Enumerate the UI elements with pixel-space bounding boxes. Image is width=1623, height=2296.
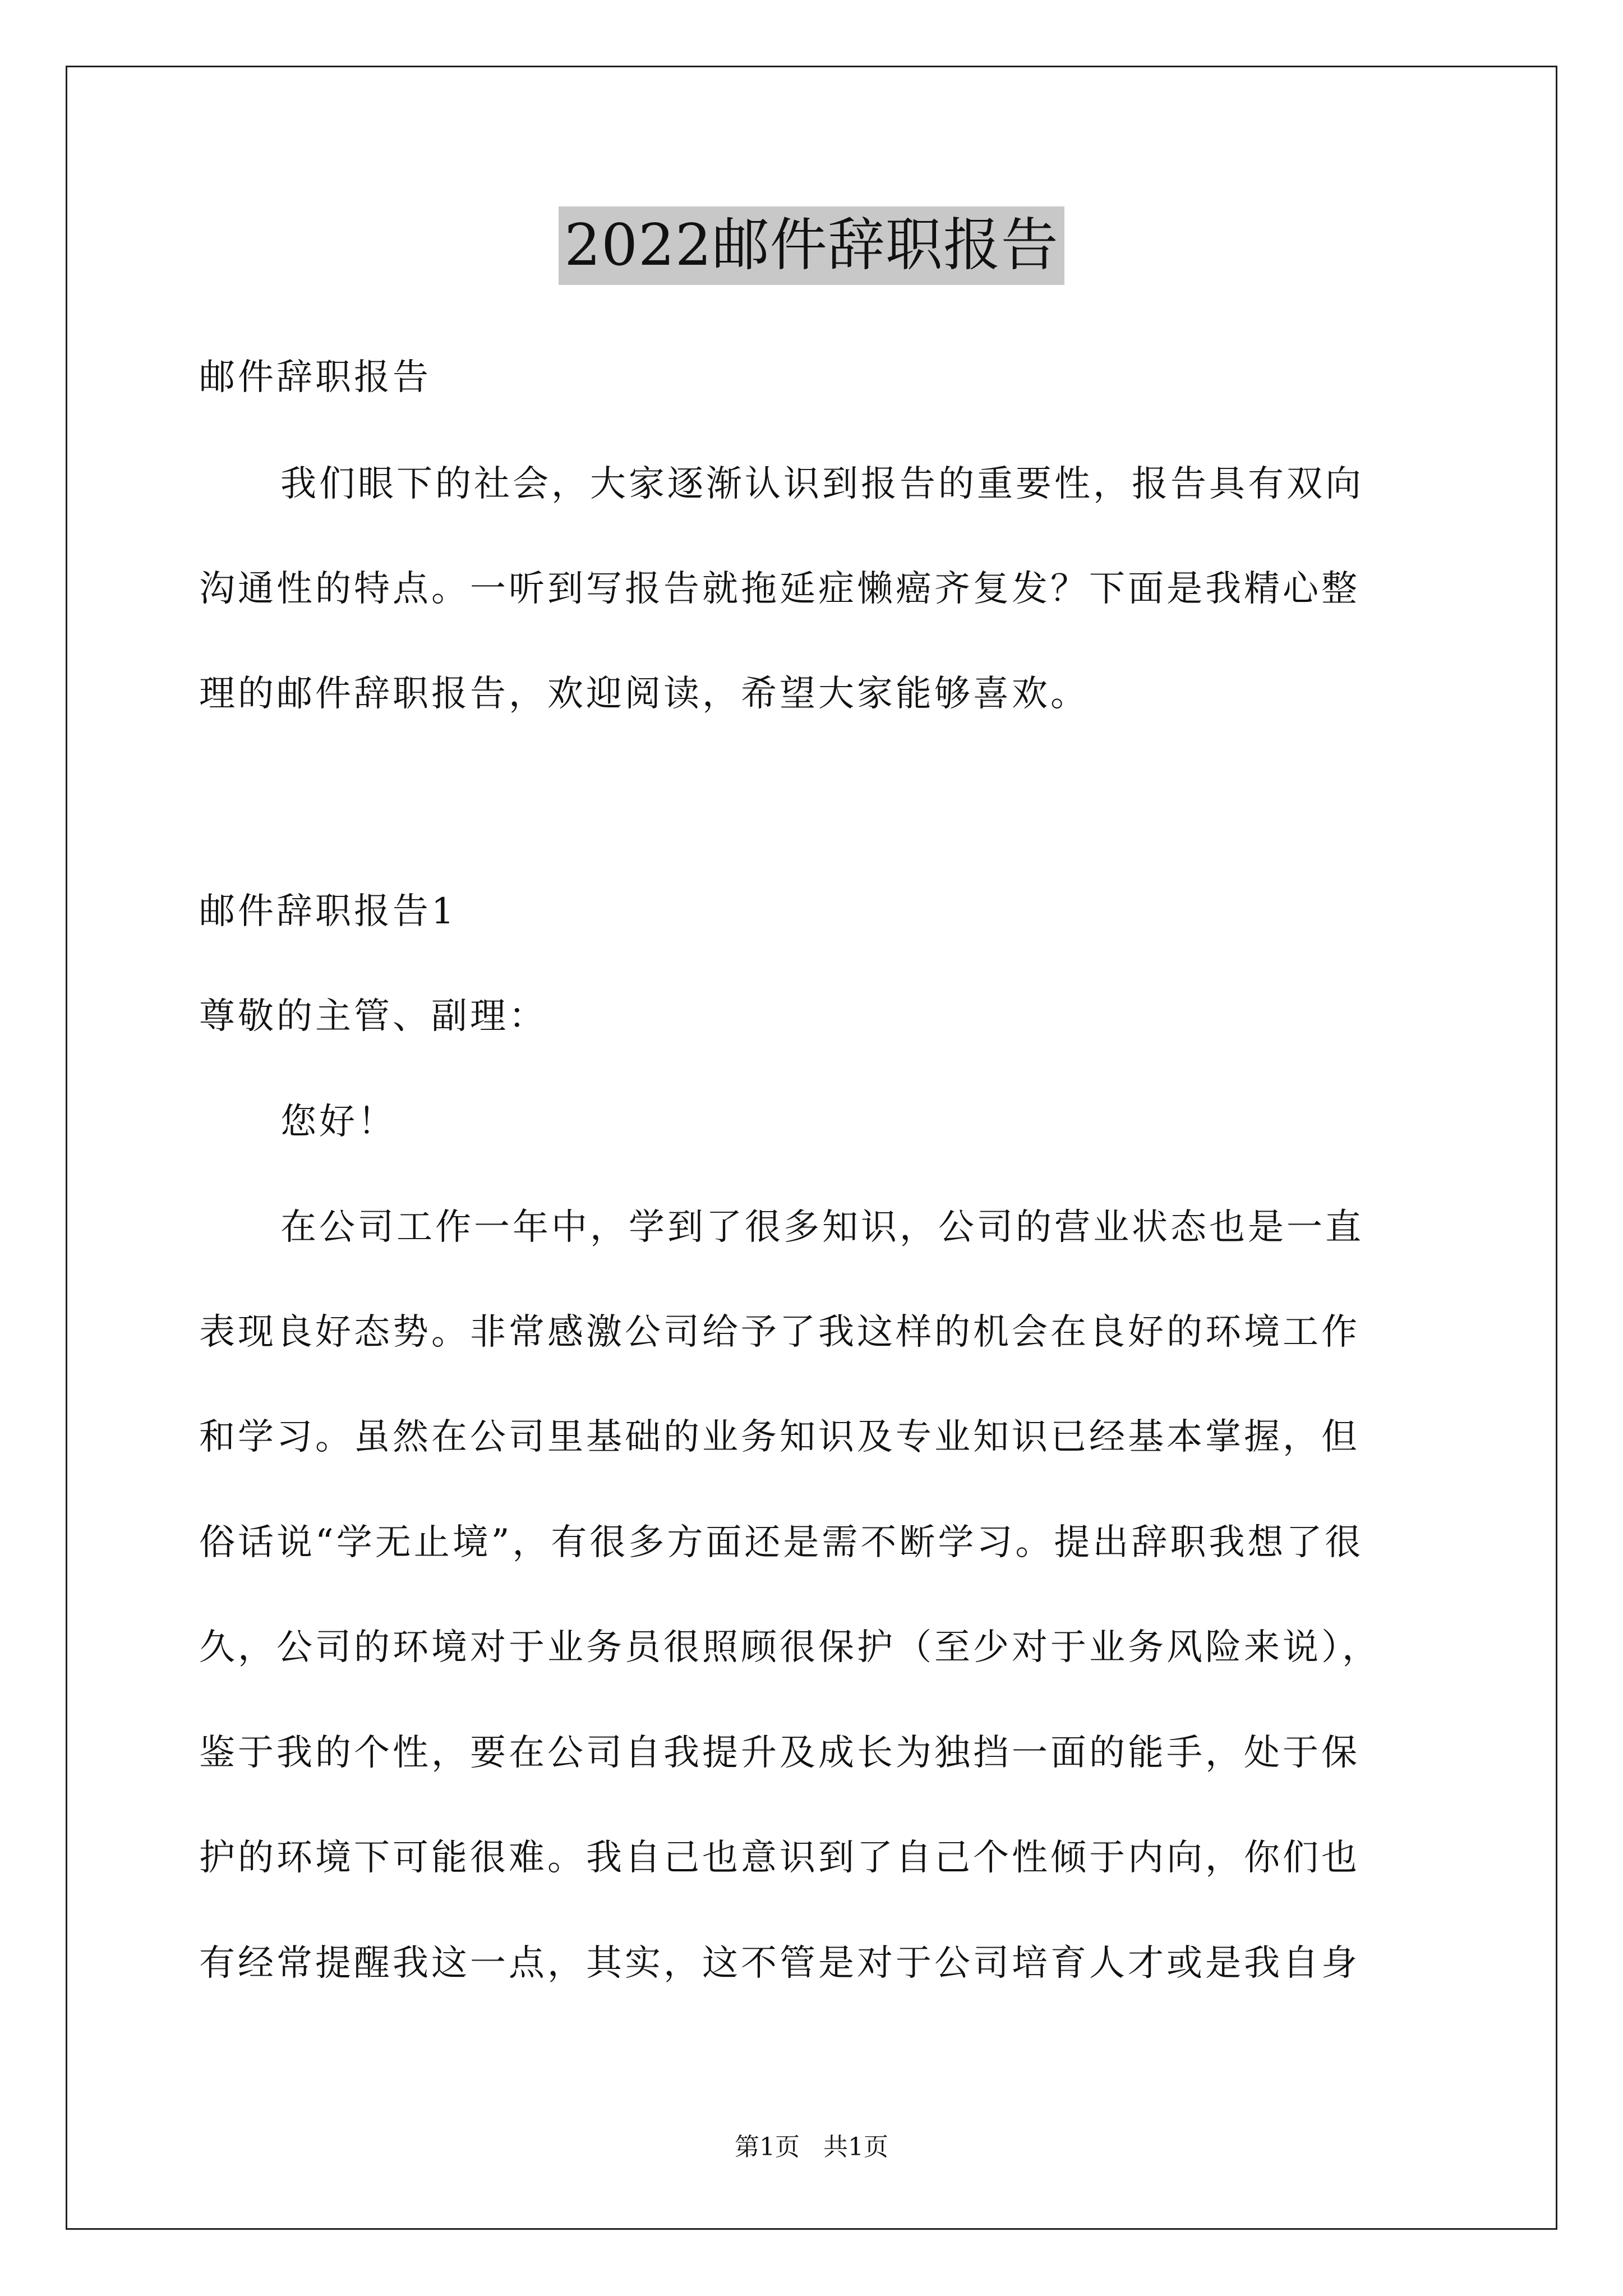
body-line: 表现良好态势。非常感激公司给予了我这样的机会在良好的环境工作 [199, 1312, 1360, 1353]
intro-line: 我们眼下的社会，大家逐渐认识到报告的重要性，报告具有双向 [280, 463, 1364, 505]
body-line: 鉴于我的个性，要在公司自我提升及成长为独挡一面的能手，处于保 [199, 1732, 1360, 1774]
body-line: 护的环境下可能很难。我自己也意识到了自己个性倾于内向，你们也 [199, 1837, 1360, 1879]
body-line: 在公司工作一年中，学到了很多知识，公司的营业状态也是一直 [280, 1207, 1364, 1248]
page-number-footer: 第1页 共1页 [735, 2133, 888, 2161]
intro-line: 沟通性的特点。一听到写报告就拖延症懒癌齐复发？下面是我精心整 [199, 568, 1360, 610]
greeting: 您好！ [280, 1101, 396, 1143]
body-line: 有经常提醒我这一点，其实，这不管是对于公司培育人才或是我自身 [199, 1943, 1360, 1984]
salutation: 尊敬的主管、副理： [199, 996, 547, 1037]
body-line: 和学习。虽然在公司里基础的业务知识及专业知识已经基本掌握，但 [199, 1416, 1360, 1458]
intro-line: 理的邮件辞职报告，欢迎阅读，希望大家能够喜欢。 [199, 673, 1089, 715]
section-heading: 邮件辞职报告1 [199, 891, 457, 932]
document-title: 2022邮件辞职报告 [559, 206, 1064, 285]
body-line: 久，公司的环境对于业务员很照顾很保护（至少对于业务风险来说）， [199, 1627, 1381, 1668]
document-subtitle: 邮件辞职报告 [199, 357, 431, 398]
title-container [0, 206, 1623, 285]
body-line: 俗话说“学无止境”，有很多方面还是需不断学习。提出辞职我想了很 [199, 1522, 1364, 1563]
